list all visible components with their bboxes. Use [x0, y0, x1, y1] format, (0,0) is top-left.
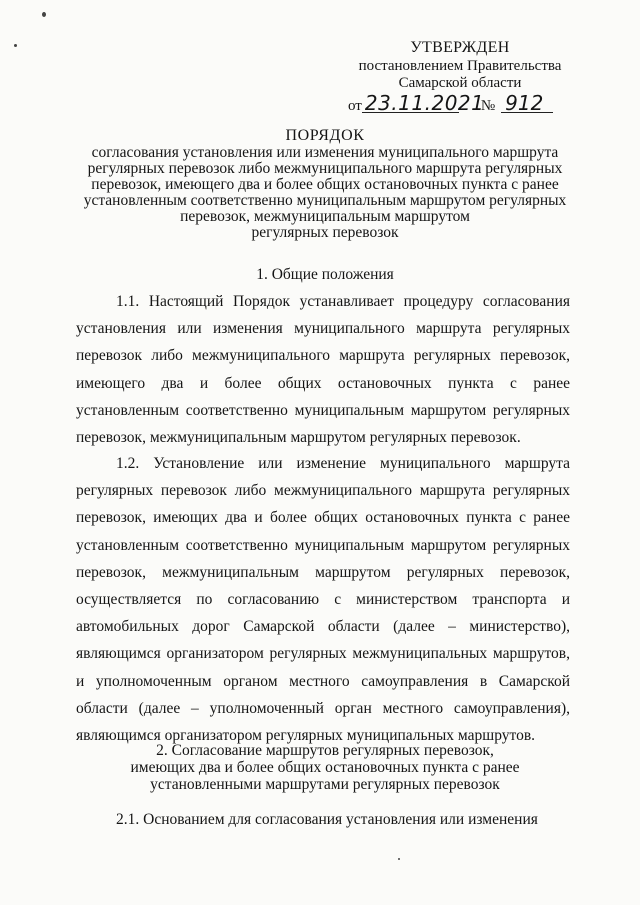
approval-authority: постановлением Правительства — [358, 58, 562, 74]
title-line: установленным соответственно муниципальным маршрутом регулярных — [83, 192, 567, 209]
approval-block — [330, 38, 590, 115]
section-2-heading-line: 2. Согласование маршрутов регулярных перевозок, — [156, 742, 494, 759]
title-line: перевозок, межмуниципальным маршрутом — [180, 208, 470, 225]
approval-date: 23.11.2021 — [362, 94, 459, 113]
title-line: перевозок, имеющего два и более общих остановочных пункта с ранее — [91, 176, 559, 193]
approval-number: 912 — [501, 94, 553, 113]
paragraph-2-1: 2.1. Основанием для согласования установления или изменения — [116, 811, 538, 828]
number-prefix: № — [480, 98, 496, 114]
approval-date-number-row — [348, 91, 588, 116]
section-2-heading-line: установленными маршрутами регулярных перевозок — [150, 776, 500, 793]
paragraph-1-2: 1.2. Установление или изменение муниципального маршрута регулярных перевозок либо межмуниципального маршрута регулярных перевозок, имеющих два и более общих остановочных пункта с ранее установленным соответственно муниципальным маршрутом регулярных перевозок, межмуниципальным маршрутом регулярных перевозок, осуществляется по согласованию с министерством транспорта и автомобильных дорог Самарской области (далее – министерство), являющимся организатором регулярных межмуниципальных маршрутов, и уполномоченным органом местного самоуправления в Самарской области (далее – уполномоченный орган местного самоуправления), являющимся организатором регулярных муниципальных маршрутов. — [76, 455, 570, 745]
date-prefix: от — [348, 98, 362, 114]
title-line: согласования установления или изменения муниципального маршрута — [91, 144, 559, 161]
section-2-heading — [80, 742, 570, 793]
scan-speck — [14, 44, 17, 47]
approval-region: Самарской области — [398, 75, 522, 91]
section-1-heading: 1. Общие положения — [256, 266, 394, 283]
title-line: регулярных перевозок либо межмуниципального маршрута регулярных — [87, 160, 563, 177]
scan-speck — [398, 858, 400, 860]
title-heading: ПОРЯДОК — [285, 127, 365, 144]
approval-heading: УТВЕРЖДЕН — [410, 39, 510, 56]
title-line: регулярных перевозок — [251, 224, 399, 241]
scan-speck — [42, 12, 46, 17]
section-2-heading-line: имеющих два и более общих остановочных пункта с ранее — [130, 759, 520, 776]
document-title — [80, 128, 570, 241]
paragraph-1-1: 1.1. Настоящий Порядок устанавливает процедуру согласования установления или изменения муниципального маршрута регулярных перевозок либо межмуниципального маршрута регулярных перевозок, имеющего два и более общих остановочных пункта с ранее установленным соответственно муниципальным маршрутом регулярных перевозок, межмуниципальным маршрутом регулярных перевозок. — [76, 293, 570, 447]
